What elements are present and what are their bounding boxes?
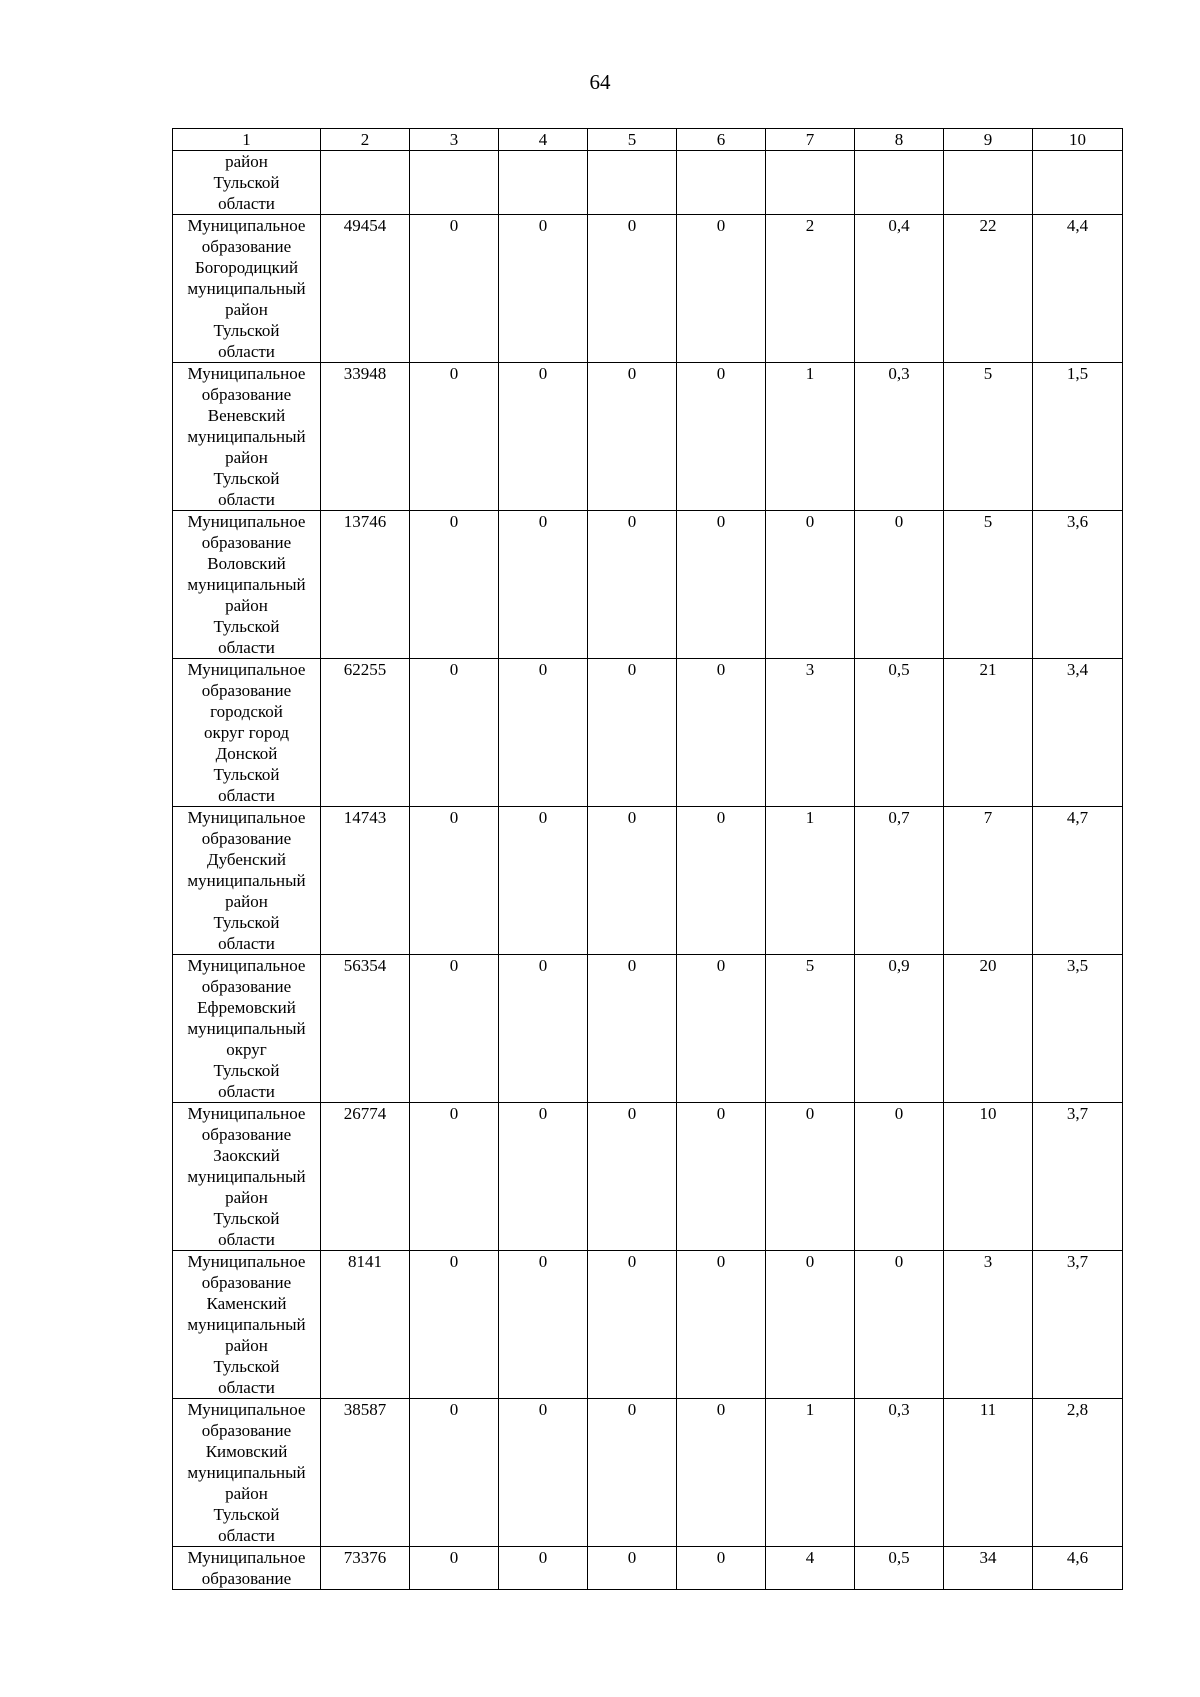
value-cell (1033, 151, 1123, 215)
value-cell: 0 (588, 955, 677, 1103)
value-cell: 22 (944, 215, 1033, 363)
value-cell: 0 (410, 1103, 499, 1251)
municipality-name-cell: Муниципальное образование Заокский муниципальный район Тульской области (173, 1103, 321, 1251)
value-cell: 0 (677, 807, 766, 955)
value-cell: 73376 (321, 1547, 410, 1590)
value-cell: 0,3 (855, 1399, 944, 1547)
value-cell: 0 (499, 215, 588, 363)
value-cell: 4,7 (1033, 807, 1123, 955)
table-row (173, 807, 1123, 955)
value-cell (944, 151, 1033, 215)
municipality-name-cell: Муниципальное образование Богородицкий муниципальный район Тульской области (173, 215, 321, 363)
value-cell: 3,6 (1033, 511, 1123, 659)
value-cell: 38587 (321, 1399, 410, 1547)
value-cell: 0 (766, 1103, 855, 1251)
value-cell: 4,6 (1033, 1547, 1123, 1590)
value-cell: 0,5 (855, 659, 944, 807)
value-cell: 0 (499, 1547, 588, 1590)
value-cell: 49454 (321, 215, 410, 363)
municipality-name-cell: Муниципальное образование Каменский муниципальный район Тульской области (173, 1251, 321, 1399)
value-cell: 3,4 (1033, 659, 1123, 807)
value-cell: 0 (677, 363, 766, 511)
municipality-name-cell: Муниципальное образование Кимовский муниципальный район Тульской области (173, 1399, 321, 1547)
table-row-continuation (173, 151, 1123, 215)
value-cell: 0 (677, 955, 766, 1103)
value-cell: 0,5 (855, 1547, 944, 1590)
value-cell: 0 (499, 955, 588, 1103)
value-cell: 20 (944, 955, 1033, 1103)
value-cell: 1 (766, 363, 855, 511)
value-cell: 0 (410, 215, 499, 363)
value-cell: 0 (499, 511, 588, 659)
value-cell: 0 (410, 1399, 499, 1547)
value-cell: 0,9 (855, 955, 944, 1103)
value-cell (588, 151, 677, 215)
municipality-name-cell: район Тульской области (173, 151, 321, 215)
value-cell: 0 (499, 363, 588, 511)
value-cell: 26774 (321, 1103, 410, 1251)
column-header: 2 (321, 129, 410, 151)
page-number: 64 (589, 70, 611, 94)
column-header: 7 (766, 129, 855, 151)
column-header: 9 (944, 129, 1033, 151)
value-cell: 0 (410, 659, 499, 807)
value-cell: 33948 (321, 363, 410, 511)
value-cell: 0 (410, 511, 499, 659)
value-cell (321, 151, 410, 215)
value-cell (499, 151, 588, 215)
value-cell: 0 (588, 1399, 677, 1547)
value-cell: 0 (410, 955, 499, 1103)
table-body (173, 151, 1123, 1590)
municipality-name-cell: Муниципальное образование Ефремовский муниципальный округ Тульской области (173, 955, 321, 1103)
municipality-name-cell: Муниципальное образование Дубенский муниципальный район Тульской области (173, 807, 321, 955)
value-cell (855, 151, 944, 215)
value-cell: 1 (766, 807, 855, 955)
value-cell (410, 151, 499, 215)
value-cell: 62255 (321, 659, 410, 807)
value-cell: 0 (499, 1399, 588, 1547)
table-row (173, 511, 1123, 659)
column-header: 8 (855, 129, 944, 151)
value-cell: 3,7 (1033, 1251, 1123, 1399)
value-cell: 0 (588, 363, 677, 511)
table-row (173, 363, 1123, 511)
table-row (173, 1251, 1123, 1399)
value-cell: 5 (944, 363, 1033, 511)
value-cell: 11 (944, 1399, 1033, 1547)
value-cell: 0 (588, 659, 677, 807)
column-number-row (173, 129, 1123, 151)
column-header: 5 (588, 129, 677, 151)
value-cell: 0 (588, 1547, 677, 1590)
value-cell: 21 (944, 659, 1033, 807)
value-cell: 8141 (321, 1251, 410, 1399)
value-cell: 3 (766, 659, 855, 807)
value-cell: 0 (499, 659, 588, 807)
municipality-name-cell: Муниципальное образование (173, 1547, 321, 1590)
value-cell: 0 (677, 215, 766, 363)
column-header: 1 (173, 129, 321, 151)
value-cell: 0 (677, 511, 766, 659)
value-cell: 4,4 (1033, 215, 1123, 363)
value-cell: 0 (410, 363, 499, 511)
value-cell: 5 (766, 955, 855, 1103)
statistics-table (172, 128, 1123, 1590)
value-cell: 0 (499, 807, 588, 955)
value-cell: 0,3 (855, 363, 944, 511)
value-cell: 3,7 (1033, 1103, 1123, 1251)
table-row (173, 1399, 1123, 1547)
value-cell: 14743 (321, 807, 410, 955)
table-row (173, 659, 1123, 807)
value-cell: 5 (944, 511, 1033, 659)
table-row (173, 1103, 1123, 1251)
value-cell: 0 (766, 1251, 855, 1399)
value-cell: 56354 (321, 955, 410, 1103)
value-cell: 0 (855, 1251, 944, 1399)
value-cell: 2 (766, 215, 855, 363)
column-header: 4 (499, 129, 588, 151)
table-row (173, 955, 1123, 1103)
value-cell: 0 (410, 1251, 499, 1399)
value-cell: 0 (677, 1251, 766, 1399)
value-cell: 0 (677, 1399, 766, 1547)
value-cell: 0,4 (855, 215, 944, 363)
value-cell: 0 (766, 511, 855, 659)
value-cell: 0 (588, 1103, 677, 1251)
value-cell: 0 (588, 807, 677, 955)
value-cell: 0 (677, 1103, 766, 1251)
value-cell: 0,7 (855, 807, 944, 955)
value-cell: 0 (499, 1103, 588, 1251)
value-cell: 0 (588, 511, 677, 659)
value-cell: 0 (499, 1251, 588, 1399)
value-cell: 3 (944, 1251, 1033, 1399)
table-row (173, 215, 1123, 363)
value-cell: 0 (855, 1103, 944, 1251)
value-cell: 0 (410, 807, 499, 955)
value-cell: 0 (677, 659, 766, 807)
municipality-name-cell: Муниципальное образование городской округ город Донской Тульской области (173, 659, 321, 807)
value-cell: 0 (588, 215, 677, 363)
value-cell: 4 (766, 1547, 855, 1590)
value-cell: 0 (855, 511, 944, 659)
value-cell (766, 151, 855, 215)
value-cell: 34 (944, 1547, 1033, 1590)
value-cell: 13746 (321, 511, 410, 659)
column-header: 10 (1033, 129, 1123, 151)
value-cell: 10 (944, 1103, 1033, 1251)
value-cell (677, 151, 766, 215)
column-header: 3 (410, 129, 499, 151)
value-cell: 2,8 (1033, 1399, 1123, 1547)
value-cell: 1,5 (1033, 363, 1123, 511)
value-cell: 1 (766, 1399, 855, 1547)
column-header: 6 (677, 129, 766, 151)
municipality-name-cell: Муниципальное образование Веневский муниципальный район Тульской области (173, 363, 321, 511)
value-cell: 0 (410, 1547, 499, 1590)
municipality-name-cell: Муниципальное образование Воловский муниципальный район Тульской области (173, 511, 321, 659)
value-cell: 3,5 (1033, 955, 1123, 1103)
value-cell: 0 (588, 1251, 677, 1399)
value-cell: 0 (677, 1547, 766, 1590)
value-cell: 7 (944, 807, 1033, 955)
table-row-partial (173, 1547, 1123, 1590)
